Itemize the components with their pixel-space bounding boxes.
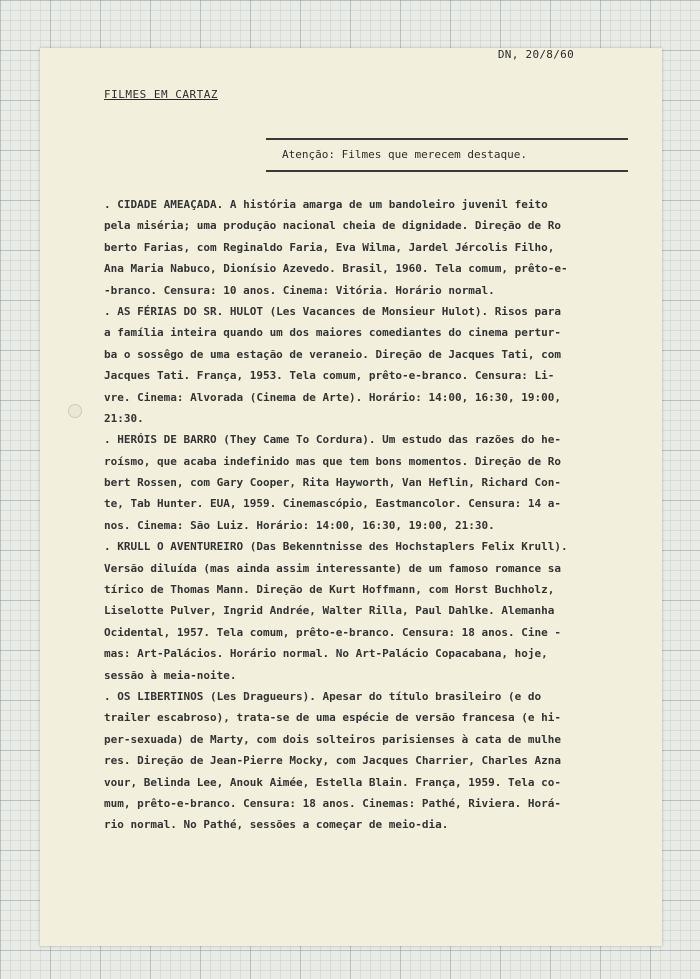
notice-text: Atenção: Filmes que merecem destaque. <box>282 148 528 161</box>
text-line: roísmo, que acaba indefinido mas que tem bons momentos. Direção de Ro <box>104 454 561 468</box>
text-line: res. Direção de Jean-Pierre Mocky, com Jacques Charrier, Charles Azna <box>104 754 561 768</box>
text-line: vre. Cinema: Alvorada (Cinema de Arte). Horário: 14:00, 16:30, 19:00, <box>104 390 561 404</box>
text-line: . OS LIBERTINOS (Les Dragueurs). Apesar do título brasileiro (e do <box>104 689 542 703</box>
text-line: berto Farias, com Reginaldo Faria, Eva Wilma, Jardel Jércolis Filho, <box>104 240 555 254</box>
text-line: -branco. Censura: 10 anos. Cinema: Vitória. Horário normal. <box>104 283 495 297</box>
text-line: ba o sossêgo de uma estação de veraneio. Direção de Jacques Tati, com <box>104 347 561 361</box>
text-line: sessão à meia-noite. <box>104 668 237 682</box>
text-line: trailer escabroso), trata-se de uma espécie de versão francesa (e hi- <box>104 711 561 725</box>
entry-cidade-ameacada <box>104 194 664 301</box>
entry-ferias-sr-hulot <box>104 301 664 429</box>
text-line: Ana Maria Nabuco, Dionísio Azevedo. Brasil, 1960. Tela comum, prêto-e- <box>104 262 568 276</box>
text-line: bert Rossen, com Gary Cooper, Rita Hayworth, Van Heflin, Richard Con- <box>104 476 561 490</box>
entry-herois-de-barro <box>104 429 664 536</box>
text-line: mum, prêto-e-branco. Censura: 18 anos. Cinemas: Pathé, Riviera. Horá- <box>104 796 561 810</box>
text-line: te, Tab Hunter. EUA, 1959. Cinemascópio, Eastmancolor. Censura: 14 a- <box>104 497 561 511</box>
text-line: . AS FÉRIAS DO SR. HULOT (Les Vacances de Monsieur Hulot). Risos para <box>104 304 561 318</box>
text-line: tírico de Thomas Mann. Direção de Kurt Hoffmann, com Horst Buchholz, <box>104 583 555 597</box>
entry-krull-o-aventureiro <box>104 536 664 686</box>
text-line: a família inteira quando um dos maiores comediantes do cinema pertur- <box>104 326 561 340</box>
rule-top <box>266 138 628 140</box>
text-line: rio normal. No Pathé, sessões a começar de meio-dia. <box>104 818 449 832</box>
text-line: Liselotte Pulver, Ingrid Andrée, Walter Rilla, Paul Dahlke. Alemanha <box>104 604 555 618</box>
text-line: vour, Belinda Lee, Anouk Aimée, Estella Blain. França, 1959. Tela co- <box>104 775 561 789</box>
rule-bottom <box>266 170 628 172</box>
entry-os-libertinos <box>104 686 664 836</box>
text-line: nos. Cinema: São Luiz. Horário: 14:00, 16:30, 19:00, 21:30. <box>104 518 495 532</box>
text-line: Versão diluída (mas ainda assim interessante) de um famoso romance sa <box>104 561 561 575</box>
page-title: FILMES EM CARTAZ <box>104 88 218 101</box>
text-line: per-sexuada) de Marty, com dois solteiros parisienses à cata de mulhe <box>104 732 561 746</box>
text-line: mas: Art-Palácios. Horário normal. No Art-Palácio Copacabana, hoje, <box>104 647 548 661</box>
text-line: . CIDADE AMEAÇADA. A história amarga de um bandoleiro juvenil feito <box>104 198 548 211</box>
document-date: DN, 20/8/60 <box>497 48 574 61</box>
text-line: . HERÓIS DE BARRO (They Came To Cordura). Um estudo das razões do he- <box>104 433 561 447</box>
punch-hole <box>68 404 82 418</box>
text-line: Ocidental, 1957. Tela comum, prêto-e-branco. Censura: 18 anos. Cine - <box>104 625 561 639</box>
text-line: . KRULL O AVENTUREIRO (Das Bekenntnisse des Hochstaplers Felix Krull). <box>104 540 568 554</box>
film-listing <box>104 194 664 836</box>
text-line: pela miséria; uma produção nacional cheia de dignidade. Direção de Ro <box>104 219 561 233</box>
text-line: Jacques Tati. França, 1953. Tela comum, prêto-e-branco. Censura: Li- <box>104 369 555 383</box>
text-line: 21:30. <box>104 411 144 425</box>
typed-page <box>40 48 662 946</box>
